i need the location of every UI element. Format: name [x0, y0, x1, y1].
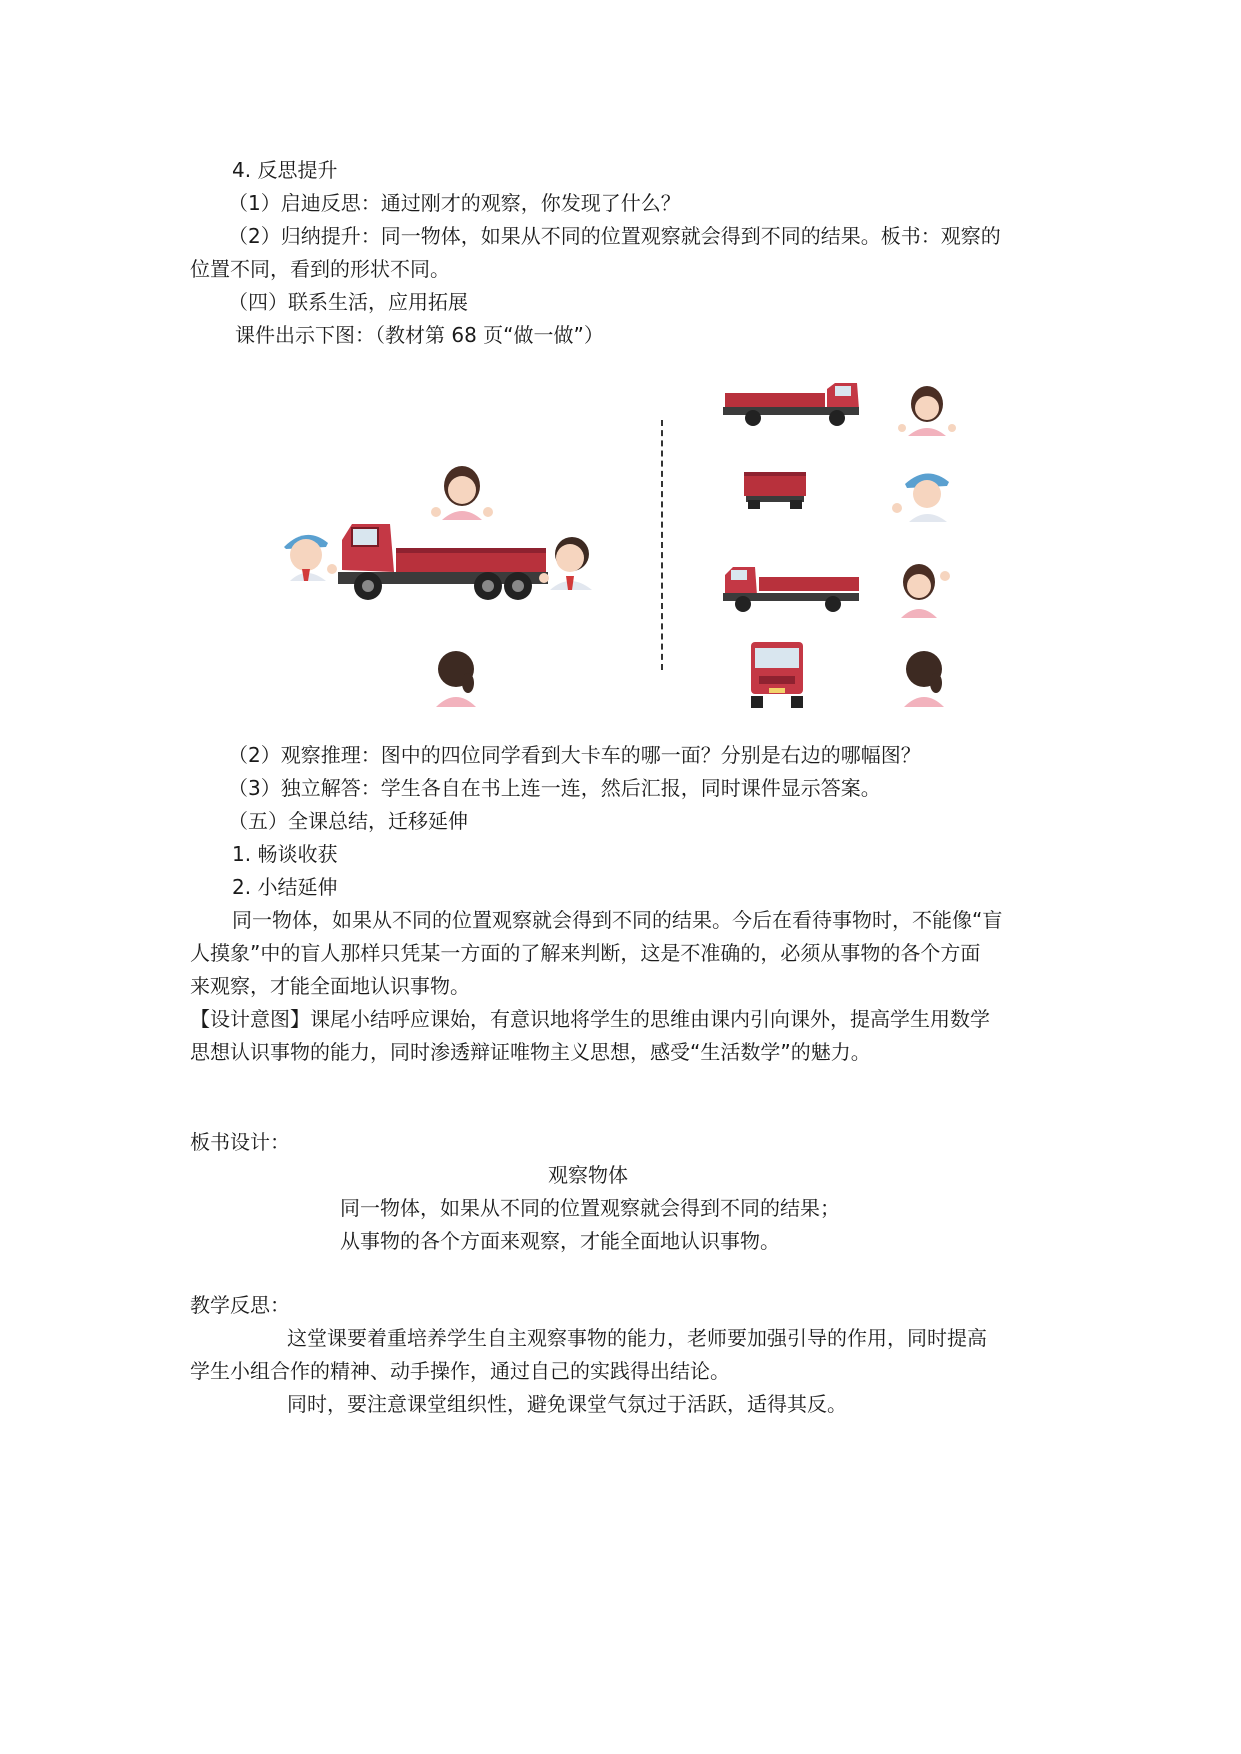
girl-icon [893, 560, 953, 618]
design-intent-line1: 【设计意图】课尾小结呼应课始，有意识地将学生的思维由课内引向课外，提高学生用数学 [190, 1007, 990, 1031]
boy-icon [538, 530, 600, 592]
girl-icon [896, 645, 952, 707]
part5-heading: （五）全课总结，迁移延伸 [228, 809, 468, 833]
board-label: 板书设计： [190, 1130, 290, 1154]
truck-side-icon [723, 563, 861, 613]
part5-item1: 1. 畅谈收获 [232, 842, 338, 866]
boy-icon [891, 462, 957, 522]
section4-p2-line2: 位置不同，看到的形状不同。 [190, 257, 450, 281]
truck-side-icon [338, 518, 553, 608]
truck-back-icon [742, 468, 808, 510]
reflection-label: 教学反思： [190, 1293, 290, 1317]
truck-side-icon [723, 381, 861, 428]
reflection-line2: 学生小组合作的精神、动手操作，通过自己的实践得出结论。 [190, 1359, 730, 1383]
part5-para-line3: 来观察，才能全面地认识事物。 [190, 974, 470, 998]
section4-heading: 4. 反思提升 [232, 158, 338, 182]
part5-item2: 2. 小结延伸 [232, 875, 338, 899]
part4-q3: （3）独立解答：学生各自在书上连一连，然后汇报，同时课件显示答案。 [228, 776, 881, 800]
board-title: 观察物体 [548, 1163, 628, 1187]
girl-icon [428, 462, 496, 522]
board-line2: 从事物的各个方面来观察，才能全面地认识事物。 [340, 1229, 780, 1253]
boy-icon [276, 525, 340, 585]
board-line1: 同一物体，如果从不同的位置观察就会得到不同的结果； [340, 1196, 840, 1220]
figure-divider [661, 420, 663, 670]
part5-para-line1: 同一物体，如果从不同的位置观察就会得到不同的结果。今后在看待事物时，不能像“盲 [232, 908, 1003, 932]
part5-para-line2: 人摸象”中的盲人那样只凭某一方面的了解来判断，这是不准确的，必须从事物的各个方面 [190, 941, 981, 965]
reflection-line1: 这堂课要着重培养学生自主观察事物的能力，老师要加强引导的作用，同时提高 [287, 1326, 987, 1350]
section4-p1: （1）启迪反思：通过刚才的观察，你发现了什么？ [228, 191, 681, 215]
girl-icon [428, 645, 484, 707]
section4-p2-line1: （2）归纳提升：同一物体，如果从不同的位置观察就会得到不同的结果。板书：观察的 [228, 224, 1001, 248]
part4-intro: 课件出示下图：（教材第 68 页“做一做”） [235, 323, 604, 347]
part4-heading: （四）联系生活，应用拓展 [228, 290, 468, 314]
part4-q2: （2）观察推理：图中的四位同学看到大卡车的哪一面？分别是右边的哪幅图？ [228, 743, 921, 767]
reflection-line3: 同时，要注意课堂组织性，避免课堂气氛过于活跃，适得其反。 [287, 1392, 847, 1416]
girl-icon [896, 384, 958, 436]
design-intent-line2: 思想认识事物的能力，同时渗透辩证唯物主义思想，感受“生活数学”的魅力。 [190, 1040, 871, 1064]
truck-front-icon [747, 640, 807, 710]
